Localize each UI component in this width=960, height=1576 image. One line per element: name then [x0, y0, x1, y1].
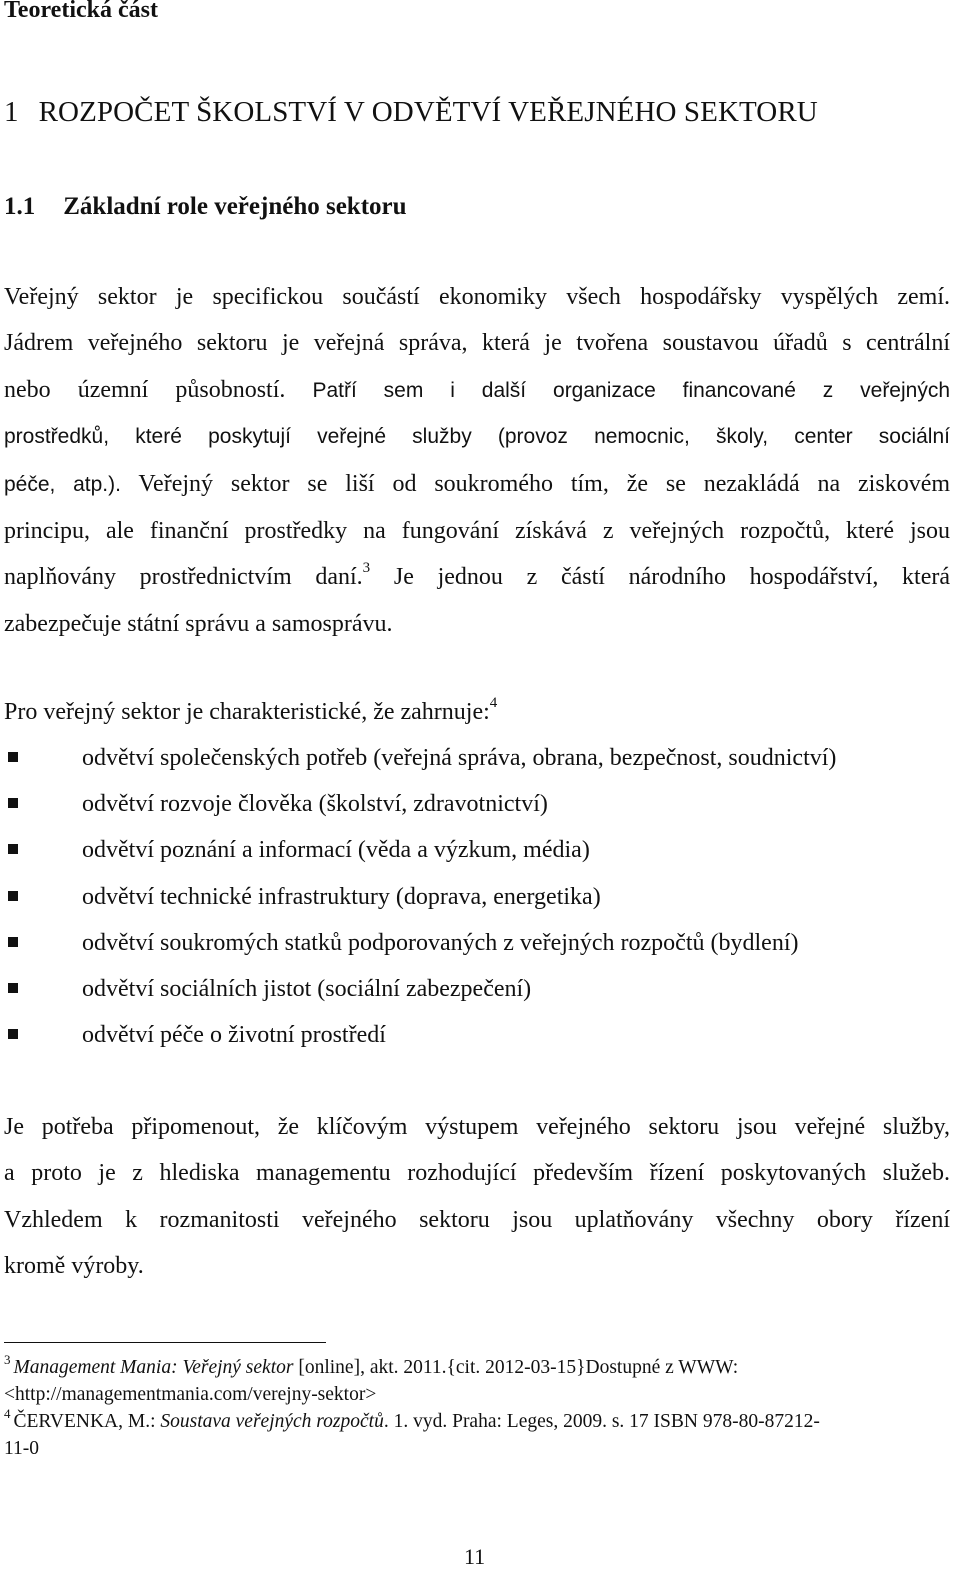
square-bullet-icon: [8, 1029, 18, 1039]
list-item: [0, 1012, 960, 1058]
section-number: 1.1: [4, 193, 36, 220]
list-item-text: odvětví poznání a informací (věda a výzkum, média): [82, 837, 590, 864]
footnote-3: [4, 1354, 950, 1381]
paragraph-text: nebo územní působností.: [4, 376, 286, 403]
footnote-url[interactable]: <http://managementmania.com/verejny-sektor>: [4, 1384, 377, 1405]
footnote-mark: 3: [4, 1352, 11, 1367]
footnote-source-title: Soustava veřejných rozpočtů: [160, 1411, 384, 1432]
list-item-text: odvětví rozvoje člověka (školství, zdravotnictví): [82, 791, 548, 818]
footnote-author: ČERVENKA, M.:: [13, 1411, 161, 1432]
paragraph-line: Veřejný sektor je specifickou součástí ekonomiky všech hospodářsky vyspělých zemí.: [4, 284, 950, 310]
square-bullet-icon: [8, 844, 18, 854]
paragraph-text: Je jednou z částí národního hospodářství, která: [393, 564, 951, 591]
section-title: Základní role veřejného sektoru: [63, 193, 407, 220]
square-bullet-icon: [8, 937, 18, 947]
square-bullet-icon: [8, 983, 18, 993]
paragraph-line: [4, 367, 950, 414]
list-item: [0, 781, 960, 827]
paragraph-line-sans: prostředků, které poskytují veřejné služby (provoz nemocnic, školy, center sociální: [4, 425, 950, 449]
square-bullet-icon: [8, 891, 18, 901]
footnote-separator: [4, 1342, 326, 1343]
chapter-number: 1: [4, 96, 19, 128]
footnote-source-title: Management Mania: Veřejný sektor: [13, 1357, 294, 1378]
footnote-4: [4, 1408, 950, 1435]
paragraph-text: Veřejný sektor se liší od soukromého tím, že se nezakládá na ziskovém: [138, 470, 951, 497]
paragraph-text-sans: péče, atp.).: [4, 472, 121, 496]
paragraph-line: [4, 554, 950, 600]
footnotes: [4, 1354, 950, 1462]
running-header: Teoretická část: [4, 0, 158, 23]
list-item-text: odvětví péče o životní prostředí: [82, 1022, 386, 1049]
footnote-ref[interactable]: 3: [362, 560, 371, 577]
list-item: [0, 874, 960, 920]
list-item-text: odvětví technické infrastruktury (doprava, energetika): [82, 883, 601, 910]
footnote-mark: 4: [4, 1406, 11, 1421]
paragraph-line: a proto je z hlediska managementu rozhodující především řízení poskytovaných služeb.: [4, 1160, 950, 1187]
paragraph-line: kromě výroby.: [4, 1253, 144, 1280]
list-item-text: odvětví soukromých statků podporovaných z veřejných rozpočtů (bydlení): [82, 929, 799, 956]
chapter-heading: [4, 92, 818, 132]
footnote-ref[interactable]: 4: [489, 695, 498, 711]
list-item: [0, 920, 960, 966]
paragraph-line: Je potřeba připomenout, že klíčovým výstupem veřejného sektoru jsou veřejné služby,: [4, 1114, 950, 1140]
paragraph-public-services: [4, 1104, 950, 1290]
footnote-text: [online], akt. 2011.{cit. 2012-03-15}Dostupné z WWW:: [293, 1357, 739, 1378]
paragraph-public-sector: [4, 274, 950, 647]
list-item-text: odvětví společenských potřeb (veřejná správa, obrana, bezpečnost, soudnictví): [82, 745, 837, 771]
paragraph-text: naplňovány prostřednictvím daní.: [4, 564, 363, 591]
square-bullet-icon: [8, 752, 18, 762]
paragraph-line: Vzhledem k rozmanitosti veřejného sektoru jsou uplatňovány všechny obory řízení: [4, 1206, 950, 1233]
paragraph-line: [4, 461, 950, 508]
sector-list: [0, 735, 960, 1058]
paragraph-text-sans: Patří sem i další organizace financované z veřejných: [312, 378, 951, 402]
square-bullet-icon: [8, 798, 18, 808]
list-intro: [4, 689, 497, 735]
footnote-text: . 1. vyd. Praha: Leges, 2009. s. 17 ISBN 978-80-87212-: [383, 1411, 820, 1432]
list-item-text: odvětví sociálních jistot (sociální zabezpečení): [82, 975, 532, 1002]
paragraph-line: zabezpečuje státní správu a samosprávu.: [4, 610, 393, 637]
paragraph-line: Jádrem veřejného sektoru je veřejná správa, která je tvořena soustavou úřadů s centrální: [4, 330, 950, 357]
list-item: [0, 827, 960, 873]
page-number: 11: [464, 1544, 486, 1569]
list-intro-text: Pro veřejný sektor je charakteristické, že zahrnuje:: [4, 699, 490, 725]
list-item: [0, 735, 960, 781]
section-heading: [4, 189, 407, 225]
chapter-title: ROZPOČET ŠKOLSTVÍ V ODVĚTVÍ VEŘEJNÉHO SEKTORU: [38, 96, 818, 128]
list-item: [0, 966, 960, 1012]
paragraph-line: principu, ale finanční prostředky na fungování získává z veřejných rozpočtů, které jsou: [4, 518, 950, 545]
footnote-continuation: 11-0: [4, 1438, 40, 1459]
